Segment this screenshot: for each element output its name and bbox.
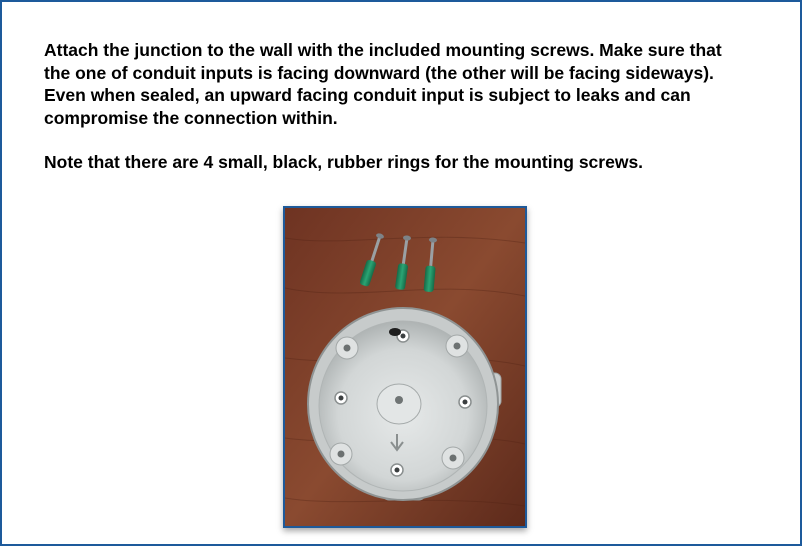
junction-box-photo <box>283 206 527 528</box>
instruction-text <box>44 39 744 174</box>
instruction-paragraph-1: Attach the junction to the wall with the included mounting screws. Make sure that the one of conduit inputs is facing downward (the other will be facing sideways). Even when sealed, an upward facing conduit input is subject to leaks and can compromise the connection within. <box>44 40 722 128</box>
junction-box <box>308 308 501 500</box>
instruction-paragraph-2: Note that there are 4 small, black, rubber rings for the mounting screws. <box>44 152 644 172</box>
